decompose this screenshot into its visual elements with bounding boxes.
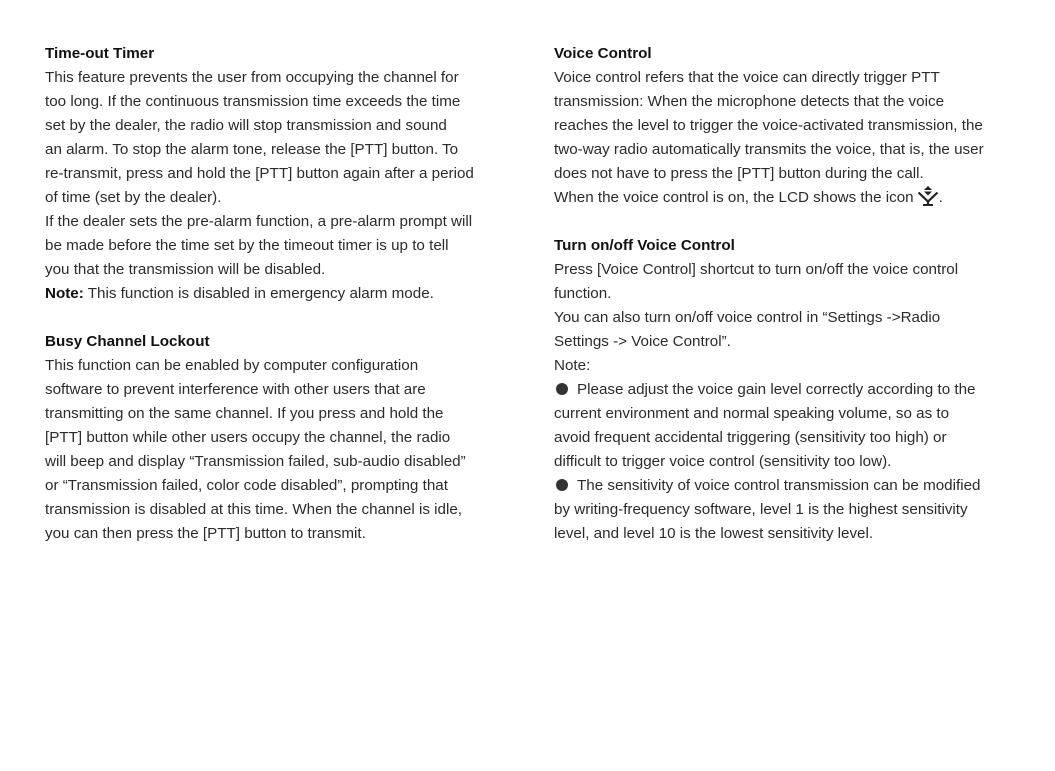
voice-line-2: transmission: When the microphone detects that the voice [554, 93, 945, 110]
bullet-2-text: The sensitivity of voice control transmission can be modified [577, 477, 981, 494]
bullet-1-line-2: current environment and normal speaking volume, so as to [554, 405, 950, 422]
time-out-line-5: re-transmit, press and hold the [PTT] button again after a period [45, 165, 474, 182]
voice-line-3: reaches the level to trigger the voice-activated transmission, the [554, 117, 983, 134]
toggle-note-label: Note: [554, 357, 591, 374]
voice-control-icon [917, 186, 939, 206]
busy-line-3: transmitting on the same channel. If you press and hold the [45, 405, 444, 422]
voice-line-5: does not have to press the [PTT] button during the call. [554, 165, 924, 182]
turn-on-off-voice-control-heading: Turn on/off Voice Control [554, 237, 735, 254]
time-out-line-6: of time (set by the dealer). [45, 189, 222, 206]
left-column [45, 42, 507, 546]
voice-icon-text: When the voice control is on, the LCD shows the icon [554, 189, 914, 206]
time-out-timer-heading: Time-out Timer [45, 45, 155, 62]
bullet-1-line-3: avoid frequent accidental triggering (sensitivity too high) or [554, 429, 947, 446]
bullet-2-line-2: by writing-frequency software, level 1 is the highest sensitivity [554, 501, 968, 518]
toggle-line-1: Press [Voice Control] shortcut to turn on/off the voice control [554, 261, 959, 278]
busy-line-8: you can then press the [PTT] button to transmit. [45, 525, 366, 542]
note-text: This function is disabled in emergency alarm mode. [83, 285, 434, 302]
busy-line-6: or “Transmission failed, color code disabled”, prompting that [45, 477, 448, 494]
toggle-line-3: You can also turn on/off voice control in “Settings ->Radio [554, 309, 941, 326]
bullet-1-first-line [554, 378, 1016, 402]
toggle-line-2: function. [554, 285, 612, 302]
busy-line-2: software to prevent interference with other users that are [45, 381, 426, 398]
busy-line-1: This function can be enabled by computer configuration [45, 357, 419, 374]
time-out-line-9: you that the transmission will be disabled. [45, 261, 326, 278]
voice-control-heading: Voice Control [554, 45, 652, 62]
time-out-note [45, 282, 507, 306]
bullet-2-first-line [554, 474, 1016, 498]
time-out-line-1: This feature prevents the user from occupying the channel for [45, 69, 459, 86]
time-out-line-4: an alarm. To stop the alarm tone, release the [PTT] button. To [45, 141, 459, 158]
section-gap-right [554, 210, 1016, 234]
busy-channel-lockout-heading: Busy Channel Lockout [45, 333, 210, 350]
voice-icon-line [554, 186, 1016, 210]
right-column [554, 42, 1016, 546]
busy-line-7: transmission is disabled at this time. When the channel is idle, [45, 501, 463, 518]
busy-line-5: will beep and display “Transmission failed, sub-audio disabled” [45, 453, 466, 470]
time-out-line-8: be made before the time set by the timeout timer is up to tell [45, 237, 449, 254]
busy-line-4: [PTT] button while other users occupy the channel, the radio [45, 429, 451, 446]
voice-line-1: Voice control refers that the voice can directly trigger PTT [554, 69, 940, 86]
bullet-1-text: Please adjust the voice gain level correctly according to the [577, 381, 976, 398]
section-gap [45, 306, 507, 330]
bullet-1-line-4: difficult to trigger voice control (sensitivity too low). [554, 453, 892, 470]
voice-icon-period: . [938, 189, 943, 206]
time-out-line-2: too long. If the continuous transmission time exceeds the time [45, 93, 461, 110]
voice-line-4: two-way radio automatically transmits the voice, that is, the user [554, 141, 984, 158]
time-out-line-3: set by the dealer, the radio will stop transmission and sound [45, 117, 447, 134]
bullet-dot-icon [556, 383, 568, 395]
bullet-2-line-3: level, and level 10 is the lowest sensitivity level. [554, 525, 874, 542]
time-out-line-7: If the dealer sets the pre-alarm function, a pre-alarm prompt will [45, 213, 473, 230]
bullet-dot-icon [556, 479, 568, 491]
note-label: Note: [45, 285, 84, 302]
toggle-line-4: Settings -> Voice Control”. [554, 333, 731, 350]
